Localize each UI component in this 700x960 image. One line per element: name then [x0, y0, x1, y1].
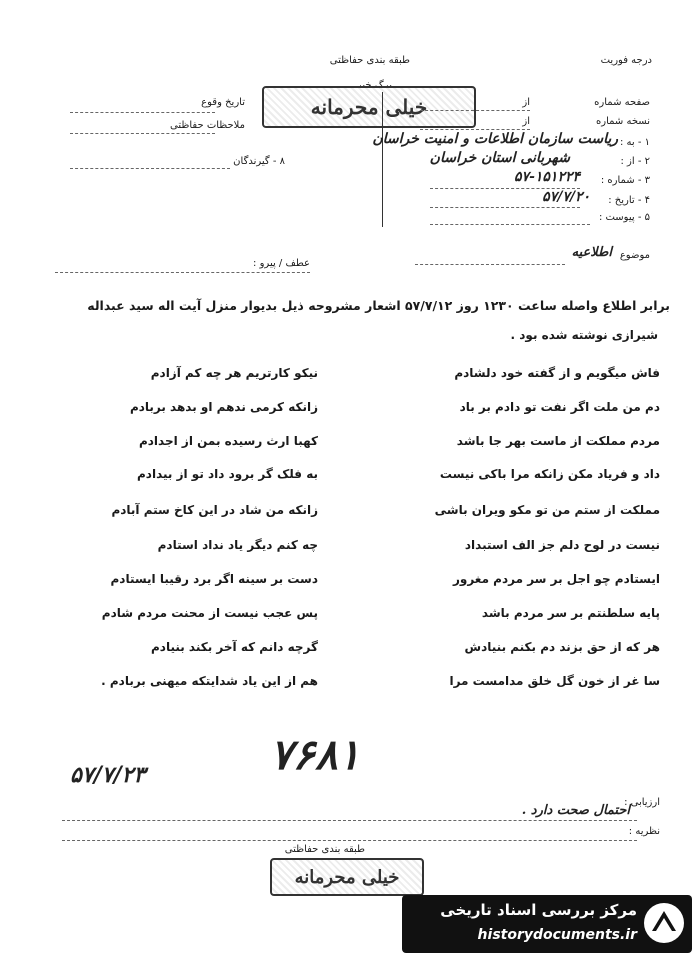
poem-line-right-2: دم من ملت اگر نفت تو دادم بر باد: [459, 400, 660, 414]
body-intro-line-2: شیرازی نوشته شده بود .: [510, 328, 658, 342]
event-date-line: [70, 112, 215, 113]
to-label: ۱ - به :: [619, 137, 650, 148]
priority-label: درجه فوریت: [600, 55, 652, 66]
evaluation-label: ارزیابی :: [624, 797, 660, 808]
date-label: ۴ - تاریخ :: [608, 195, 650, 206]
attachment-line: [430, 224, 590, 225]
security-notes-line: [70, 133, 215, 134]
poem-line-left-1: نیکو کارتریم هر چه کم آزادم: [150, 366, 318, 380]
poem-line-right-10: سا غر از خون گل خلق مدامست مرا: [449, 674, 660, 688]
poem-line-left-3: کهبا ارث رسیده بمن از اجدادم: [138, 434, 318, 448]
event-date-label: تاریخ وقوع: [201, 97, 245, 108]
subject-line: [415, 264, 565, 265]
poem-line-left-5: زانکه من شاد در این کاخ ستم آبادم: [111, 503, 318, 517]
security-notes-label: ملاحظات حفاظتی: [170, 120, 245, 131]
attachment-label: ۵ - پیوست :: [598, 212, 650, 223]
evaluation-line: [62, 820, 637, 821]
poem-line-left-4: به فلک گر برود داد تو از بیدادم: [137, 467, 318, 481]
poem-line-right-5: مملکت از ستم من تو مکو ویران باشی: [434, 503, 660, 517]
reference-line: [55, 272, 310, 273]
classification-stamp-text: خیلی محرمانه: [310, 95, 428, 119]
from-value: شهربانی استان خراسان: [429, 150, 570, 166]
classification-label: طبقه بندی حفاظتی: [329, 55, 410, 66]
poem-line-right-8: پایه سلطنتم بر سر مردم باشد: [481, 606, 660, 620]
archive-name: مرکز بررسی اسناد تاریخی: [440, 901, 637, 919]
to-value: ریاست سازمان اطلاعات و امنیت خراسان: [372, 131, 618, 147]
page-number-line: [420, 110, 530, 111]
recipients-label: ۸ - گیرندگان: [233, 156, 285, 167]
header-divider: [382, 92, 383, 227]
poem-line-right-4: داد و فریاد مکن زانکه مرا باکی نیست: [439, 467, 660, 481]
number-value: ۵۷-۱۵۱۲۲۴: [514, 169, 580, 185]
poem-line-right-7: ایستادم چو اجل بر سر مردم مغرور: [452, 572, 660, 586]
bottom-stamp-text: خیلی محرمانه: [294, 866, 400, 888]
archive-logo-banner: [402, 895, 692, 953]
date-line: [430, 207, 580, 208]
archive-url: historydocuments.ir: [477, 927, 637, 943]
copy-number-line: [420, 129, 530, 130]
number-label: ۳ - شماره :: [600, 175, 650, 186]
page-of-label: از: [522, 97, 530, 108]
subject-value: اطلاعیه: [571, 245, 612, 260]
opinion-line: [62, 840, 637, 841]
date-value: ۵۷/۷/۲۰: [542, 189, 590, 205]
handwritten-date: ۵۷/۷/۲۳: [70, 762, 146, 788]
bottom-classification-label: طبقه بندی حفاظتی: [284, 844, 365, 855]
poem-line-right-9: هر که از حق بزند دم بکنم بنیادش: [464, 640, 660, 654]
opinion-label: نظریه :: [628, 826, 660, 837]
classification-stamp: [262, 86, 476, 128]
poem-line-left-6: چه کنم دیگر یاد نداد استادم: [157, 538, 318, 552]
reference-label: عطف / پیرو :: [253, 258, 310, 269]
poem-line-left-10: هم از این یاد شدایتکه میهنی بربادم .: [101, 674, 318, 688]
poem-line-right-3: مردم مملکت از ماست بهر جا باشد: [456, 434, 660, 448]
poem-line-left-2: زانکه کرمی ندهم او بدهد بربادم: [129, 400, 318, 414]
poem-line-left-8: پس عجب نیست از محنت مردم شادم: [101, 606, 318, 620]
page-number-label: صفحه شماره: [594, 97, 650, 108]
copy-number-label: نسخه شماره: [596, 116, 650, 127]
evaluation-value: احتمال صحت دارد .: [521, 803, 630, 818]
archive-logo-icon: [642, 901, 686, 945]
poem-line-left-9: گرچه دانم که آخر بکند بنیادم: [150, 640, 318, 654]
body-intro-line-1: برابر اطلاع واصله ساعت ۱۲۳۰ روز ۵۷/۷/۱۲ اشعار مشروحه ذیل بدیوار منزل آیت اله سید عبداله: [87, 298, 670, 313]
poem-line-left-7: دست بر سینه اگر برد رقیبا ایستادم: [110, 572, 318, 586]
handwritten-file-number: ۷۶۸۱: [270, 730, 361, 779]
poem-line-right-1: فاش میگویم و از گفته خود دلشادم: [454, 366, 660, 380]
copy-of-label: از: [522, 116, 530, 127]
poem-line-right-6: نیست در لوح دلم جز الف استبداد: [464, 538, 660, 552]
subject-label: موضوع: [619, 250, 650, 261]
recipients-line: [70, 168, 230, 169]
bottom-classification-stamp: [270, 858, 424, 896]
from-label: ۲ - از :: [620, 156, 650, 167]
